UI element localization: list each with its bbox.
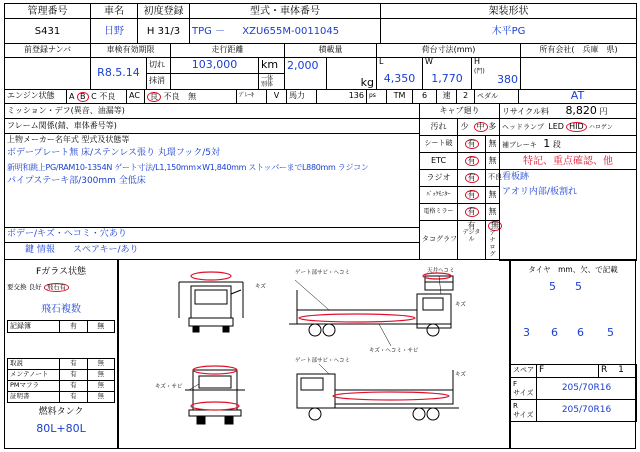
ac-opts bbox=[145, 90, 237, 104]
maker: 日野 bbox=[91, 19, 138, 44]
record-yes: 有 bbox=[60, 321, 87, 333]
body-type-cell bbox=[259, 74, 285, 90]
spare-r: R bbox=[601, 365, 608, 376]
headlight-hid: HID bbox=[566, 122, 587, 132]
doc-no: 無 bbox=[87, 359, 114, 370]
truck-side-view-left bbox=[297, 370, 459, 420]
diagram-note-4: キズ bbox=[455, 302, 466, 308]
label-kanri-no: 管理番号 bbox=[5, 4, 91, 19]
recycle-yen: 円 bbox=[599, 106, 608, 116]
headlight-led: LED bbox=[548, 122, 564, 131]
damage-marks bbox=[191, 272, 451, 410]
engine-c: C bbox=[91, 91, 97, 101]
tire-size-table bbox=[510, 364, 637, 422]
r-size-label: R サイズ bbox=[511, 400, 537, 422]
body-maker-label: 上物メーカー名年式 型式及状態等 bbox=[7, 135, 130, 144]
diagram-note-2: キズ bbox=[255, 284, 266, 290]
tire-rear-4: 5 bbox=[607, 326, 614, 339]
back-monitor-no: 無 bbox=[486, 187, 500, 204]
record-no: 無 bbox=[87, 321, 114, 333]
back-monitor-label: ﾊﾞｯｸﾓﾆﾀｰ bbox=[420, 187, 458, 204]
damage-diagram-panel bbox=[118, 259, 510, 449]
label-capacity: 積載量 bbox=[285, 44, 377, 58]
pedal-label: ペダル bbox=[475, 90, 519, 104]
tacho-no: 無 bbox=[488, 221, 502, 231]
truck-side-view-right bbox=[289, 290, 451, 336]
label-front-plate: 前登録ナンバ bbox=[5, 44, 91, 58]
glass-title: Fガラス状態 bbox=[36, 267, 86, 277]
inspection-sheet bbox=[4, 3, 636, 449]
tire-front-left: 5 bbox=[549, 280, 556, 293]
f-size: 205/70R16 bbox=[537, 378, 637, 400]
recycle-label: リサイクル料 bbox=[502, 106, 549, 116]
glass-replace: 要交換 bbox=[7, 283, 27, 291]
width-value: 1,770 bbox=[431, 71, 463, 85]
row2-table bbox=[4, 43, 637, 90]
etc-yes-cell bbox=[458, 153, 486, 170]
glass-docs-panel bbox=[4, 259, 118, 449]
recycle-value: 8,820 bbox=[565, 103, 597, 117]
engine-not-good: 不良 bbox=[99, 91, 116, 101]
body-damage: ボデー/キズ・ヘコミ・穴あり bbox=[5, 228, 420, 243]
aux-brake-value: 1 bbox=[543, 136, 551, 150]
width-cell bbox=[423, 58, 472, 90]
headlight-label: ヘッドランプ bbox=[502, 123, 544, 131]
length-label: L bbox=[379, 57, 384, 66]
engine-abc bbox=[67, 90, 127, 104]
doc-row bbox=[8, 359, 115, 370]
height-value: 380 bbox=[497, 72, 518, 86]
ac-none: 無 bbox=[188, 91, 197, 101]
doc-yes: 有 bbox=[60, 392, 87, 403]
row3-table bbox=[4, 89, 637, 104]
doc-yes: 有 bbox=[60, 359, 87, 370]
truck-rear-view bbox=[185, 370, 245, 424]
inspection-date: R8.5.14 bbox=[91, 58, 147, 90]
header-table bbox=[4, 3, 637, 44]
body-info-line3: パイプステーキ部/300mm 全低床 bbox=[7, 176, 146, 187]
mileage-blank bbox=[171, 74, 259, 90]
right-info-table bbox=[499, 103, 637, 261]
back-monitor-yes-cell bbox=[458, 187, 486, 204]
length-cell bbox=[377, 58, 423, 90]
mirror-yes-cell bbox=[458, 204, 486, 221]
docs-table bbox=[7, 358, 115, 403]
glass-good: 良好 bbox=[28, 283, 42, 291]
tire-rear-3: 6 bbox=[577, 326, 584, 339]
label-body-shape: 架装形状 bbox=[381, 4, 637, 19]
label-model: 型式・車体番号 bbox=[190, 4, 381, 19]
mirror-label: 電格ミラー bbox=[420, 204, 458, 221]
mirror-no: 無 bbox=[486, 204, 500, 221]
etc-yes: 有 bbox=[465, 156, 479, 166]
spare-f: F bbox=[537, 365, 599, 378]
length-value: 4,350 bbox=[383, 71, 416, 85]
diagram-note-1: ゲート部サビ・ヘコミ bbox=[295, 270, 351, 276]
engine-a: A bbox=[69, 91, 75, 101]
owner-value bbox=[521, 58, 637, 90]
spare-r-value: 1 bbox=[618, 365, 624, 376]
one-body: 一体 bbox=[261, 74, 274, 82]
chassis-no: XZU655M-0011045 bbox=[242, 25, 340, 37]
height-sub: (門) bbox=[474, 67, 485, 75]
height-label: H bbox=[474, 57, 481, 66]
body-maker-cell bbox=[5, 134, 420, 228]
label-first-reg: 初度登録 bbox=[138, 4, 190, 19]
label-maker: 車名 bbox=[91, 4, 138, 19]
doc-label: 取説 bbox=[8, 359, 60, 370]
ps-unit: ps bbox=[367, 90, 387, 104]
recycle-cell bbox=[500, 104, 637, 119]
seat-yes-cell bbox=[458, 136, 486, 153]
tire-rear-1: 3 bbox=[523, 326, 530, 339]
f-size-label: F サイズ bbox=[511, 378, 537, 400]
tire-front-right: 5 bbox=[575, 280, 582, 293]
mileage-value: 103,000 bbox=[171, 58, 259, 74]
km-unit: km bbox=[259, 58, 285, 74]
doc-no: 無 bbox=[87, 381, 114, 392]
back-monitor-yes: 有 bbox=[465, 190, 479, 200]
doc-yes: 有 bbox=[60, 370, 87, 381]
tire-title: タイヤ mm、欠、で記載 bbox=[528, 265, 618, 274]
tacho-no-cell bbox=[486, 221, 500, 260]
notes-cell bbox=[500, 153, 637, 261]
aux-brake-cell bbox=[500, 136, 637, 153]
pedal-value: 2 bbox=[457, 90, 475, 104]
width-label: W bbox=[425, 57, 433, 66]
headlight-halogen: ハロゲン bbox=[588, 124, 613, 131]
doc-yes: 有 bbox=[60, 381, 87, 392]
tire-rear-2: 6 bbox=[551, 326, 558, 339]
ac-label: AC bbox=[127, 90, 145, 104]
glass-chip: 飛石有 bbox=[44, 283, 70, 292]
hp-label: 馬力 bbox=[287, 90, 317, 104]
fuel-label: 燃料タンク bbox=[38, 407, 84, 417]
headlight-cell bbox=[500, 119, 637, 136]
speed-label: 速 bbox=[437, 90, 457, 104]
doc-row bbox=[8, 370, 115, 381]
tacho-digital: デジタル bbox=[462, 229, 481, 244]
trans-value: AT bbox=[519, 90, 637, 104]
brake-label: ﾌﾞﾚｰｷ bbox=[237, 90, 267, 104]
keys-info: 鍵 情報 スペアキー/あり bbox=[5, 243, 420, 260]
tacho-yes-cell bbox=[458, 221, 486, 260]
record-table bbox=[7, 320, 115, 333]
kire: 切れ bbox=[147, 58, 171, 74]
label-bed-dims: 荷台寸法(mm) bbox=[377, 44, 521, 58]
tm-value: 6 bbox=[413, 90, 437, 104]
mirror-yes: 有 bbox=[465, 207, 479, 217]
doc-no: 無 bbox=[87, 392, 114, 403]
body-shape: 木平PG bbox=[381, 19, 637, 44]
truck-diagram bbox=[119, 260, 509, 448]
dirt-low: 少 bbox=[458, 119, 472, 136]
frame-label: フレーム関係(錆、車体番号等) bbox=[5, 119, 420, 134]
ac-not-good: 不良 bbox=[163, 91, 180, 101]
model-cell bbox=[190, 19, 381, 44]
r-size: 205/70R16 bbox=[537, 400, 637, 422]
doc-label: メンテノート bbox=[8, 370, 60, 381]
label-mileage: 走行距離 bbox=[171, 44, 285, 58]
hp-value: 136 bbox=[317, 90, 367, 104]
record-label: 記録簿 bbox=[8, 321, 60, 333]
label-inspection: 車検有効期限 bbox=[91, 44, 171, 58]
dirt-mid: 中 bbox=[474, 122, 488, 132]
tm-label: TM bbox=[387, 90, 413, 104]
body-info-line1: ボデープレート無 床/ステンレス張り 丸環フック/5対 bbox=[7, 147, 220, 158]
note-2: アオリ内部/板割れ bbox=[502, 186, 577, 197]
doc-label: 証明書 bbox=[8, 392, 60, 403]
label-owner-pref: 所有会社( 兵庫 県) bbox=[521, 44, 637, 58]
cab-table bbox=[419, 103, 500, 260]
doc-row bbox=[8, 392, 115, 403]
spare-r-cell bbox=[599, 365, 637, 378]
massho: 抹消 bbox=[147, 74, 171, 90]
etc-no: 無 bbox=[486, 153, 500, 170]
first-reg: H 31/3 bbox=[138, 19, 190, 44]
diagram-note-3: 天井ヘコミ bbox=[427, 268, 455, 274]
note-1: 看板跡 bbox=[502, 172, 530, 182]
diagram-note-7: ゲート部サビ・ヘコミ bbox=[295, 358, 351, 364]
kg-unit: kg bbox=[327, 58, 377, 90]
cab-label: キャブ廻り bbox=[420, 104, 500, 119]
front-plate-value bbox=[5, 58, 91, 90]
dirt-label: 汚れ bbox=[420, 119, 458, 136]
engine-label: エンジン状態 bbox=[5, 90, 67, 104]
tire-panel bbox=[510, 259, 636, 449]
body-info-line2: 新明和跳上PG/RAM10-1354N ゲート寸法/L1,150mm×W1,840mm ストッパーまでL880mm ラジコン bbox=[7, 162, 369, 172]
left-info-table bbox=[4, 103, 420, 260]
spare-label: スペア bbox=[511, 365, 537, 378]
etc-label: ETC bbox=[420, 153, 458, 170]
tacho-analog: アナログ bbox=[489, 230, 496, 258]
truck-front-view bbox=[179, 282, 243, 332]
seat-label: シート破 bbox=[420, 136, 458, 153]
radio-yes-cell bbox=[458, 170, 486, 187]
engine-b: B bbox=[77, 92, 89, 102]
radio-yes: 有 bbox=[465, 173, 479, 183]
radio-not-good: 不良 bbox=[486, 170, 500, 187]
aux-brake-unit: 段 bbox=[552, 139, 561, 149]
mission-label: ミッション・デフ(異音、油漏等) bbox=[5, 104, 420, 119]
separate: 別体 bbox=[261, 80, 274, 88]
fuel-value: 80L+80L bbox=[36, 422, 86, 435]
doc-no: 無 bbox=[87, 370, 114, 381]
notes-title: 特記、重点確認、他 bbox=[500, 153, 636, 170]
tacho-yes: 有 bbox=[467, 221, 476, 230]
height-cell bbox=[472, 58, 521, 90]
glass-status: 飛石複数 bbox=[41, 304, 81, 315]
doc-label: PMマフラ bbox=[8, 381, 60, 392]
brake-value: V bbox=[267, 90, 287, 104]
kanri-no: S431 bbox=[5, 19, 91, 44]
aux-brake-label: 補ブレーキ bbox=[502, 140, 537, 149]
doc-row bbox=[8, 381, 115, 392]
dirt-mid-cell bbox=[472, 119, 486, 136]
radio-label: ラジオ bbox=[420, 170, 458, 187]
diagram-note-5: キズ・ヘコミ・サビ bbox=[369, 348, 419, 354]
diagram-note-6: キズ・サビ bbox=[155, 384, 183, 390]
glass-opts bbox=[7, 282, 69, 292]
model-type: TPG － bbox=[192, 25, 226, 37]
dirt-high: 多 bbox=[486, 119, 500, 136]
seat-no: 無 bbox=[486, 136, 500, 153]
diagram-note-8: キズ bbox=[455, 372, 466, 378]
seat-yes: 有 bbox=[465, 139, 479, 149]
capacity-value: 2,000 bbox=[285, 58, 327, 90]
tacho-label: タコグラフ bbox=[420, 221, 458, 260]
ac-good: 良 bbox=[147, 92, 161, 102]
